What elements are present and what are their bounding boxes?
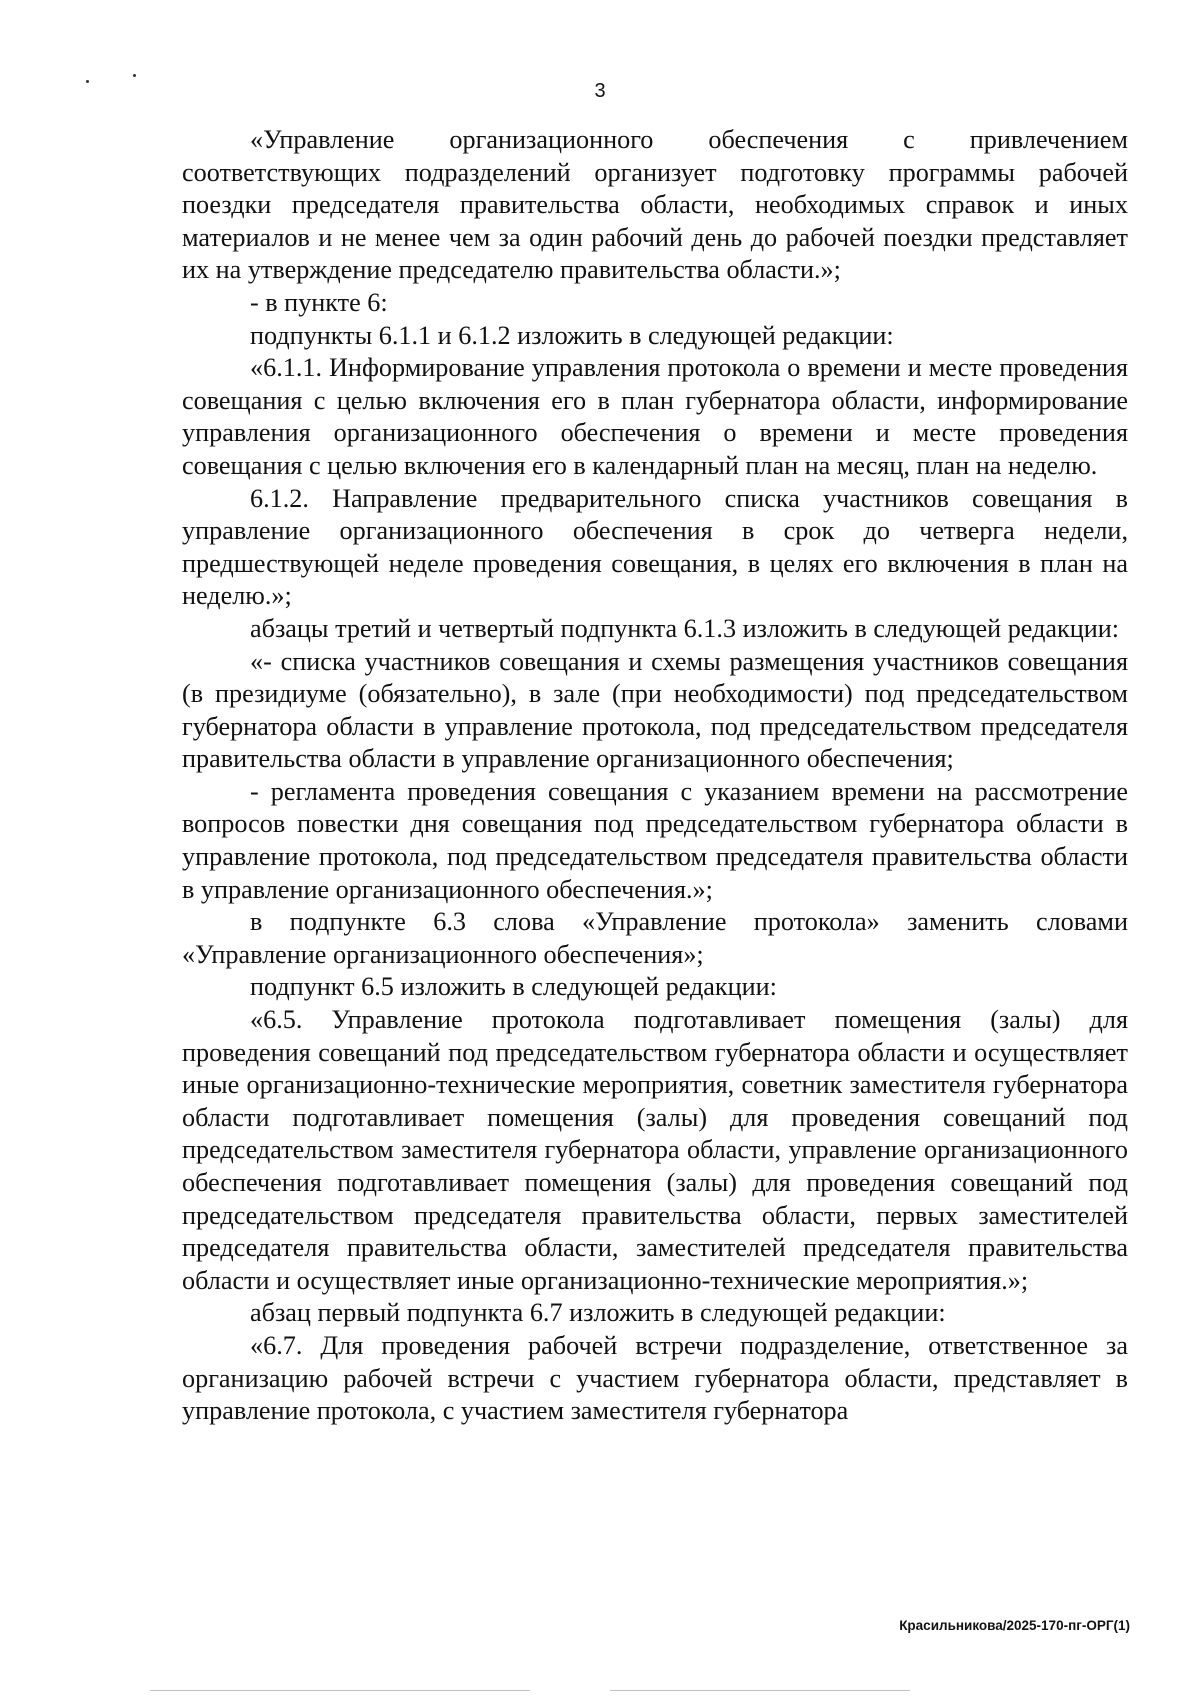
page-number: 3	[594, 80, 606, 102]
paragraph: - регламента проведения совещания с указанием времени на рассмотрение вопросов повестки дня совещания под председательством губернатора области в управление протокола, под председательством председателя правительства области в управление организационного обеспечения.»;	[182, 776, 1128, 904]
paragraph: в подпункте 6.3 слова «Управление протокола» заменить словами «Управление организационного обеспечения»;	[182, 907, 1128, 969]
document-body	[182, 124, 1128, 1428]
paragraph: - в пункте 6:	[250, 287, 388, 317]
paragraph: «6.1.1. Информирование управления протокола о времени и месте проведения совещания с целью включения его в план губернатора области, информирование управления организационного обеспечения о времени и месте проведения совещания с целью включения его в календарный план на месяц, план на неделю.	[182, 353, 1128, 480]
paragraph: «Управление организационного обеспечения с привлечением соответствующих подразделений организует подготовку программы рабочей поездки председателя правительства области, необходимых справок и иных материалов и не менее чем за один рабочий день до рабочей поездки представляет их на утверждение председателю правительства области.»;	[182, 125, 1128, 285]
paragraph: абзацы третий и четвертый подпункта 6.1.3 изложить в следующей редакции:	[250, 613, 1120, 643]
paragraph: 6.1.2. Направление предварительного списка участников совещания в управление организационного обеспечения в срок до четверга недели, предшествующей неделе проведения совещания, в целях его включения в план на неделю.»;	[182, 483, 1128, 611]
paragraph: абзац первый подпункта 6.7 изложить в следующей редакции:	[250, 1298, 946, 1328]
paragraph: подпункты 6.1.1 и 6.1.2 изложить в следующей редакции:	[250, 320, 894, 350]
paragraph: «6.7. Для проведения рабочей встречи подразделение, ответственное за организацию рабочей встречи с участием губернатора области, представляет в управление протокола, с участием заместителя губернатора	[182, 1330, 1128, 1426]
scan-edge-line	[150, 1690, 530, 1691]
paragraph: «- списка участников совещания и схемы размещения участников совещания (в президиуме (обязательно), в зале (при необходимости) под председательством губернатора области в управление протокола, под председательством председателя правительства области в управление организационного обеспечения;	[182, 646, 1128, 774]
scan-artifact-dot	[133, 74, 136, 77]
paragraph: «6.5. Управление протокола подготавливает помещения (залы) для проведения совещаний под председательством губернатора области и осуществляет иные организационно-технические мероприятия, советник заместителя губернатора области подготавливает помещения (залы) для проведения совещаний под председательством заместителя губернатора области, управление организационного обеспечения подготавливает помещения (залы) для проведения совещаний под председательством председателя правительства области, первых заместителей председателя правительства области, заместителей председателя правительства области и осуществляет иные организационно-технические мероприятия.»;	[182, 1005, 1128, 1295]
scan-edge-line	[610, 1690, 910, 1691]
paragraph: подпункт 6.5 изложить в следующей редакции:	[250, 972, 777, 1002]
document-registration-code: Красильникова/2025-170-пг-ОРГ(1)	[899, 1618, 1130, 1633]
